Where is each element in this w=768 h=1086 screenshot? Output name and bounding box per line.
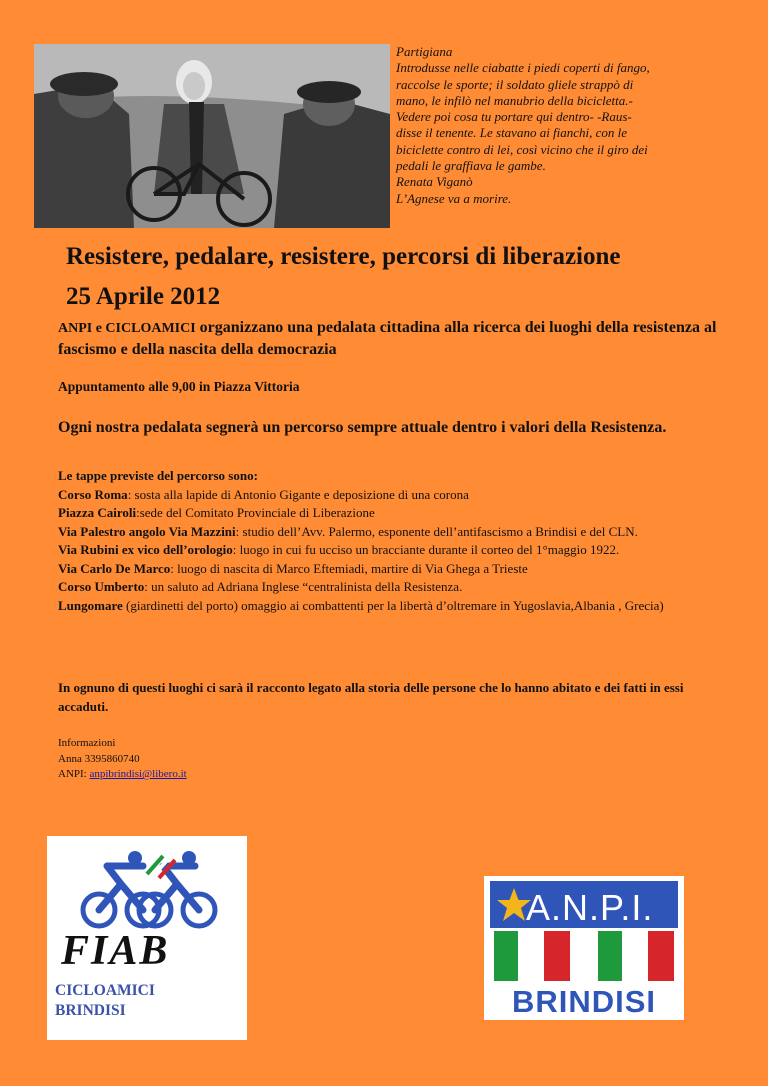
intro-text: organizzano una pedalata cittadina alla ricerca dei luoghi della resistenza al fascismo e della nascita della democrazia bbox=[58, 319, 717, 358]
appointment-text: Appuntamento alle 9,00 in Piazza Vittoria bbox=[58, 379, 300, 394]
intro-paragraph bbox=[58, 318, 718, 360]
info-email-label: ANPI: bbox=[58, 768, 90, 780]
stop-place: Piazza Cairoli bbox=[58, 505, 137, 520]
list-item bbox=[58, 560, 723, 579]
info-phone: Anna 3395860740 bbox=[58, 752, 140, 765]
anpi-wordmark: A.N.P.I. bbox=[526, 887, 654, 928]
quote-line: Vedere poi cosa tu portare qui dentro- -Raus- bbox=[396, 109, 632, 125]
page-title: Resistere, pedalare, resistere, percorsi di liberazione bbox=[66, 243, 621, 270]
stops-heading: Le tappe previste del percorso sono: bbox=[58, 468, 258, 483]
quote-line: biciclette contro di lei, così vicino che il giro dei bbox=[396, 141, 648, 157]
ogni-paragraph: Ogni nostra pedalata segnerà un percorso sempre attuale dentro i valori della Resistenza. bbox=[58, 419, 667, 436]
stop-desc: (giardinetti del porto) omaggio ai combattenti per la libertà d’oltremare in Yugoslavia,Albania , Grecia) bbox=[122, 597, 664, 613]
stop-desc: : sosta alla lapide di Antonio Gigante e deposizione di una corona bbox=[127, 486, 469, 502]
stop-place: Via Carlo De Marco bbox=[58, 560, 171, 576]
list-item bbox=[58, 578, 723, 597]
anpi-logo bbox=[484, 876, 684, 1020]
event-date: 25 Aprile 2012 bbox=[66, 283, 221, 310]
partisan-photo-illustration bbox=[34, 44, 390, 228]
stop-desc: : studio dell’Avv. Palermo, esponente dell’antifascismo a Brindisi e del CLN. bbox=[235, 523, 638, 539]
quote-line: pedali le graffiava le gambe. bbox=[396, 158, 546, 174]
info-email-row bbox=[58, 767, 187, 783]
contact-info bbox=[58, 736, 187, 783]
info-heading: Informazioni bbox=[58, 737, 116, 749]
italian-flags-icon bbox=[490, 931, 678, 981]
list-item bbox=[58, 486, 723, 505]
stop-place: Corso Roma bbox=[58, 486, 128, 502]
stop-desc: : un saluto ad Adriana Inglese “centralinista della Resistenza. bbox=[144, 579, 463, 594]
list-item bbox=[58, 504, 723, 523]
partisan-quote bbox=[396, 44, 726, 207]
anpi-banner bbox=[490, 881, 678, 928]
closing-paragraph: In ognuno di questi luoghi ci sarà il racconto legato alla storia delle persone che lo hanno abitato e dei fatti in essi accaduti. bbox=[58, 680, 684, 714]
fiab-logo bbox=[47, 836, 247, 1040]
fiab-line1: CICLOAMICI bbox=[55, 982, 155, 999]
quote-line: L’Agnese va a morire. bbox=[396, 190, 512, 206]
stop-place: Via Palestro angolo Via Mazzini bbox=[58, 523, 236, 539]
stop-place: Via Rubini ex vico dell’orologio bbox=[58, 542, 233, 557]
anpi-city: BRINDISI bbox=[511, 984, 657, 1019]
quote-line: disse il tenente. Le stavano ai fianchi, con le bbox=[396, 125, 628, 141]
list-item bbox=[58, 541, 723, 560]
stops-list bbox=[58, 467, 723, 615]
quote-line: raccolse le sporte; il soldato gliele strappò di bbox=[396, 76, 634, 92]
quote-line: Renata Viganò bbox=[396, 174, 473, 190]
fiab-logo-text bbox=[55, 981, 155, 1021]
quote-line: Partigiana bbox=[396, 44, 453, 59]
stop-place: Lungomare bbox=[58, 597, 123, 613]
stop-desc: : luogo in cui fu ucciso un bracciante durante il corteo del 1°maggio 1922. bbox=[232, 542, 620, 557]
email-link[interactable]: anpibrindisi@libero.it bbox=[89, 768, 187, 780]
intro-lead: ANPI e CICLOAMICI bbox=[58, 321, 196, 336]
stop-desc: :sede del Comitato Provinciale di Liberazione bbox=[136, 505, 375, 520]
fiab-wordmark: FIAB bbox=[61, 928, 170, 974]
quote-line: mano, le infilò nel manubrio della bicicletta.- bbox=[396, 92, 633, 108]
partisan-photo bbox=[34, 44, 390, 228]
cyclists-icon bbox=[47, 836, 247, 976]
quote-line: Introdusse nelle ciabatte i piedi coperti di fango, bbox=[396, 60, 650, 76]
list-item bbox=[58, 523, 723, 542]
stop-desc: : luogo di nascita di Marco Eftemiadi, martire di Via Ghega a Trieste bbox=[170, 560, 528, 576]
fiab-line2: BRINDISI bbox=[55, 1002, 126, 1019]
stop-place: Corso Umberto bbox=[58, 579, 145, 594]
list-item bbox=[58, 597, 723, 616]
